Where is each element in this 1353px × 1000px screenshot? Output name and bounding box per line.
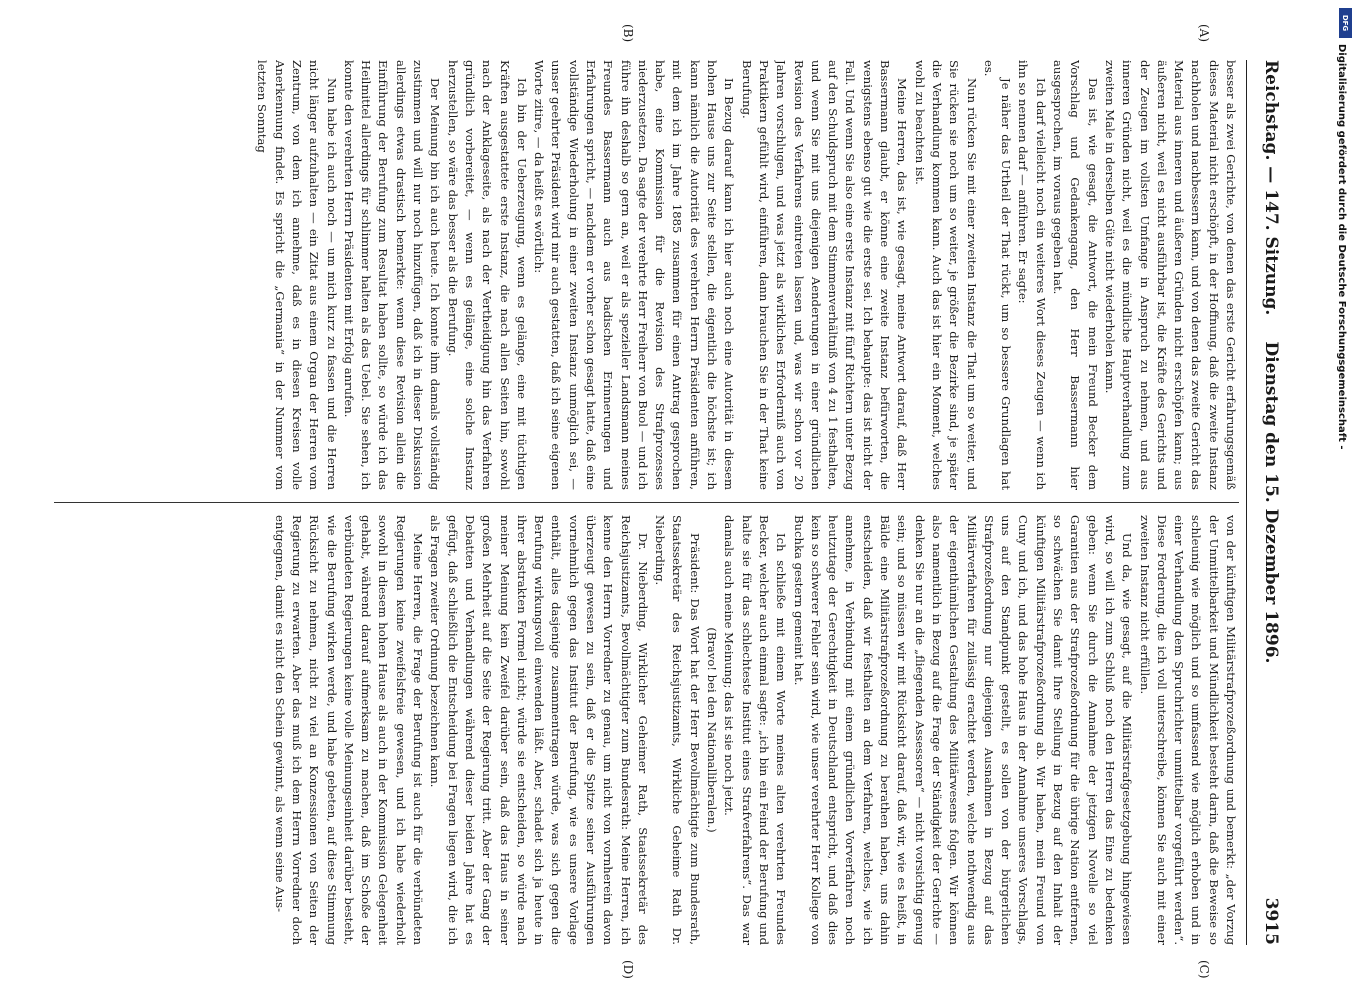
paragraph: Meine Herren, das ist, wie gesagt, meine Antwort darauf, daß Herr Bassermann glaubt, er könne eine zweite Instanz befürworten, die wenigstens ebenso gut wie die erste sei. Ich behaupte: das ist nicht der Fall. Und wenn Sie also eine erste Instanz mit fünf Richtern unter Bezug auf den Schuldspruch mit dem Stimmenverhältniß von 4 zu 1 festhalten, und wenn Sie mit uns diejenigen Aenderungen in einer gründlichen Revision des Verfahrens eintreten lassen und, was wir schon vor 20 Jahren vorschlugen, und was jetzt als wirkliches Erforderniß auch von Praktikern gefühlt wird, einführen, dann brauchen Sie in der That keine Berufung. [739,60,910,490]
paragraph: Meine Herren, die Frage der Berufung ist auch für die verbündeten Regierungen keine zweifelsfreie gewesen, und ich habe wiederholt sowohl in diesem hohen Hause als auch in der Kommission Gelegenheit gehabt, während darauf aufmerksam zu machen, daß im Schoße der verbündeten Regierungen keine volle Meinungseinheit darüber besteht, wie die Berufung wirken werde, und habe gebeten, auf diese Stimmung Rücksicht zu nehmen, nicht zu viel an Konzessionen von Seiten der Regierung zu erwarten. Aber das muß ich dem Herrn Vorredner doch entgegnen, damit es nicht den Schein gewinnt, als wenn seine Aus- [272,515,426,945]
paragraph: Das ist, wie gesagt, die Antwort, die mein Freund Becker dem Vorschlag und Gedankengang, den Herr Bassermann hier ausgesprochen, im voraus gegeben hat. [1051,60,1100,490]
applause-note: (Bravo! bei den Nationalliberalen.) [705,627,720,833]
header-session: Reichstag. — 147. Sitzung. [1261,60,1281,316]
right-column [54,515,1239,945]
paragraph: Ich darf vielleicht noch ein weiteres Wort dieses Zeugen — wenn ich ihn so nennen darf — anführen. Er sagte: [1016,60,1048,490]
paragraph: Und da, wie gesagt, auf die Militärstrafgesetzgebung hingewiesen wird, so will ich zum Schluß noch den Herren das Eine zu bedenken geben: wenn Sie durch die Annahme der jetzigen Novelle so viel Garantien aus der Strafprozeßordnung für die übrige Nation entfernen, so schwächen Sie damit Ihre Stellung in Bezug auf den Inhalt der künftigen Militärstrafprozeßordnung ab. Wir haben, mein Freund von Cuny und ich, und das hohe Haus in der Annahme unseres Vorschlags, uns auf den Standpunkt gestellt, es sollen von der bürgerlichen Strafprozeßordnung nur diejenigen Ausnahmen in Bezug auf das Militärverfahren für zulässig erachtet werden, welche nothwendig aus der eigenthümlichen Gestaltung des Militärwesens folgen. Wir können also namentlich in Bezug auf die Frage der Ständigkeit der Gerichte — denken Sie nur an die „fliegenden Assessoren“ — nicht vorsichtig genug sein; und so müssen wir mit Rücksicht darauf, daß wir, wie es heißt, in Bälde eine Militärstrafprozeßordnung zu berathen haben, uns dahin entscheiden, daß wir festhalten an dem Verfahren, welches, wie ich annehme, in Verbindung mit einem gründlichen Vorverfahren noch heutzutage der Gerechtigkeit in Deutschland entspricht, und daß dies kein so schwerer Fehler sein wird, wie unser verehrter Herr Kollege von Buchka gestern gemeint hat. [791,515,1135,945]
paragraph: Nun rücken Sie mit einer zweiten Instanz die That um so weiter, und Sie rücken sie noch um so weiter, je größer die Bezirke sind, je später die Verhandlung kommen kann. Auch das ist hier ein Moment, welches wohl zu beachten ist. [912,60,979,490]
paragraph: Ich schließe mit einem Worte meines alten verehrten Freundes Becker, welcher auch einmal sagte: „ich bin ein Feind der Berufung und halte sie für das schlechteste Institut eines Strafverfahrens“. Das war damals auch meine Meinung; das ist sie noch jetzt. [722,515,789,945]
left-column [54,60,1239,490]
header-date: Dienstag den 15. Dezember 1896. [1261,341,1281,664]
paragraph: Der Meinung bin ich auch heute. Ich konnte ihm damals vollständig zustimmen und will nur noch hinzufügen, daß ich in dieser Diskussion allerdings etwas drastisch bemerkte: wenn diese Revision allein die Einführung der Berufung zum Resultat haben sollte, so würde ich das Heilmittel allerdings für schlimmer halten als das Uebel. Sie sehen, ich konnte den verehrten Herrn Präsidenten mit Erfolg anrufen. [341,60,443,490]
page-number: 3915 [1261,897,1281,945]
paragraph: besser als zwei Gerichte, von denen das erste Gericht erfahrungsgemäß dieses Material nicht erschöpft, in der Hoffnung, daß die zweite Instanz nachholen und nachbessern kann, und von denen das zweite Gericht das Material aus inneren und äußeren Gründen nicht erschöpfen kann; aus äußeren nicht, weil es nicht ausführbar ist, die Kräfte des Gerichts und der Zeugen im vollsten Umfange in Anspruch zu nehmen, und aus inneren Gründen nicht, weil es die mündliche Hauptverhandlung zum zweiten Male in derselben Güte nicht wiederholen kann. [1102,60,1238,490]
paragraph: Präsident: Das Wort hat der Herr Bevollmächtigte zum Bundesrath, Staatssekretär des Reichsjustizamts, Wirkliche Geheime Rath Dr. Nieberding. [653,515,702,945]
page-header [1249,60,1289,945]
margin-marker-a: (A) [1197,24,1211,43]
paragraph: Dr. Nieberding, Wirklicher Geheimer Rath, Staatssekretär des Reichsjustizamts, Bevollmächtigter zum Bundesrath: Meine Herren, ich kenne den Herrn Vorredner zu genau, um nicht von vornherein davon überzeugt gewesen zu sein, daß er die Spitze seiner Ausführungen vornehmlich gegen das Institut der Berufung, wie es unsere Vorlage enthält, alles dasjenige zusammentragen würde, was sich gegen die Berufung wirkungsvoll einwenden läßt. Aber, schadet sich ja heute in ihrer abstrakten Formel nicht; würde sie entscheiden, so würde nach meiner Meinung kein Zweifel darüber sein, daß das Haus in seiner großen Mehrheit auf die Seite der Regierung tritt. Aber der Gang der Debatten und Verhandlungen während dieser beiden Jahre hat es gefügt, daß schließlich die Entscheidung bei Fragen liegen wird, die ich als Fragen zweiter Ordnung bezeichnen kann. [428,515,650,945]
paragraph: In Bezug darauf kann ich hier auch noch eine Autorität in diesem hohen Hause uns zur Seite stellen, die eigentlich die höchste ist; ich kann nämlich die Autorität des verehrten Herrn Präsidenten anführen, mit dem ich im Jahre 1885 zusammen für einen Antrag gesprochen habe, eine Kommission für die Revision des Strafprozesses niederzusetzen. Da sagte der verehrte Herr Freiherr von Buol — und ich führe ihn deshalb so gern an, weil er als spezieller Landsmann meines Freundes Bassermann auch aus badischen Erinnerungen und Erfahrungen spricht, — nachdem er vorher schon gesagt hatte, daß eine vollständige Wiederholung in einer zweiten Instanz unmöglich sei, — unser geehrter Präsident wird mir auch gestatten, daß ich seine eigenen Worte zitire, — da heißt es wörtlich: [532,60,737,490]
margin-marker-c: (C) [1197,960,1211,979]
margin-marker-d: (D) [621,960,635,979]
digitization-credit: Digitalisierung gefördert durch die Deutsche Forschungsgemeinschaft - [1336,44,1347,450]
paragraph: von der künftigen Militärstrafprozeßordnung und bemerkt: „der Vorzug der Unmittelbarkeit und Mündlichkeit besteht darin, daß die Beweise so schleunig wie möglich und so umfassend wie möglich erhoben und in einer Verhandlung dem Spruchrichter unmittelbar vorgeführt werden“. Diese Forderung, die ich voll unterschreibe, können Sie auch mit einer zweiten Instanz nicht erfüllen. [1137,515,1238,945]
paragraph: Nun habe ich auch noch — um mich kurz zu fassen und die Herren nicht länger aufzuhalten — ein Zitat aus einem Organ der Herren vom Zentrum, von dem ich annehme, daß es in diesen Kreisen volle Anerkennung findet. Es spricht die „Germania“ in der Nummer vom letzten Sonntag [255,60,339,490]
column-divider [54,502,1239,503]
quote: Ich bin der Ueberzeugung, wenn es gelänge, eine mit tüchtigen Kräften ausgestattete erste Instanz, die nach allen Seiten hin, sowohl nach der Anklageseite, als nach der Vertheidigung hin das Verfahren gründlich vorbereitet, — wenn es gelänge, eine solche Instanz herzustellen, so wäre das besser als die Berufung. [445,60,529,490]
dfg-logo: DFG [1339,8,1352,38]
quote: Je näher das Urtheil der That rückt, um so bessere Grundlagen hat es. [981,60,1014,490]
margin-marker-b: (B) [621,24,635,43]
header-rule [1246,60,1247,945]
